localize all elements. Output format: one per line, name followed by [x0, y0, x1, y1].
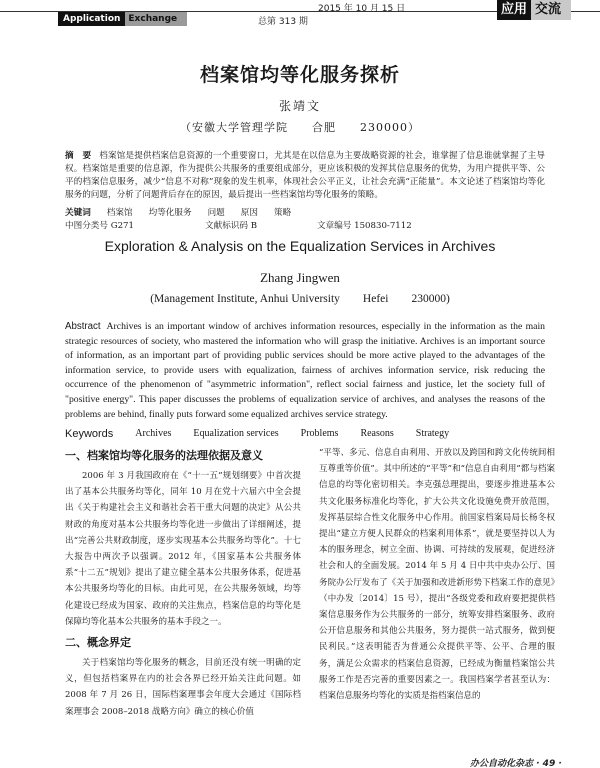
- article-title-en: Exploration & Analysis on the Equalization Services in Archives: [104, 238, 496, 254]
- section-tag-apply: 应用: [497, 0, 531, 20]
- keyword-en: Reasons: [360, 428, 394, 439]
- body-column-right: [319, 445, 555, 704]
- issue-number: 总第 313 期: [258, 17, 308, 27]
- column-badge-application: Application: [58, 12, 125, 26]
- keyword-en: Archives: [135, 428, 172, 439]
- keywords-cn: [65, 206, 291, 218]
- abstract-cn: [65, 150, 545, 202]
- keyword-cn: 问题: [207, 208, 225, 218]
- keyword-cn: 均等化服务: [148, 208, 192, 218]
- section-heading: 二、概念界定: [65, 636, 131, 650]
- affiliation-en: (Management Institute, Anhui University Hefei 230000): [150, 293, 450, 305]
- keyword-en: Problems: [300, 428, 339, 439]
- abstract-en-label: Abstract: [65, 321, 101, 332]
- keyword-cn: 档案馆: [106, 208, 133, 218]
- keyword-cn: 原因: [240, 208, 258, 218]
- keyword-en: Strategy: [415, 428, 450, 439]
- column-badge-exchange: Exchange: [125, 12, 187, 26]
- clc-number: 中图分类号 G271: [65, 221, 134, 231]
- article-number: 文章编号 150830-7112: [317, 221, 412, 231]
- affiliation-cn: （安徽大学管理学院 合肥 230000）: [180, 121, 420, 134]
- abstract-en-text: Archives is an important window of archives information resources, especially in the information as the main strategic resources of society, who mastered the information who will grasp the initiative. Archives is an important source of information, as an important part of providing public services should be more active played to the advantages of the information service, to provide users with equalization, fairness of archives information service, risk reducing the occurrence of the phenomenon of "asymmetric information", reflect social fairness and justice, let the society full of "positive energy". This paper discusses the problems of equalization service of archives, and analyses the reasons of the problems are behind, finally puts forward some equalized archives service strategy.: [65, 321, 545, 420]
- abstract-en: [65, 320, 545, 422]
- body-paragraph: “平等、多元、信息自由利用、开放以及跨国和跨文化传统间相互尊重等价值”。其中所述的“平等”和“信息自由利用”都与档案信息的均等化密切相关。李克强总理提出，要逐步推进基本公共文化服务标准化均等化，扩大公共文化设施免费开放范围，发挥基层综合性文化服务中心作用。前国家档案局局长杨冬权提出“建立方便人民群众的档案利用体系”，就是要坚持以人为本的服务理念，树立全面、协调、可持续的发展观，促进经济社会和人的全面发展。2014 年 5 月 4 日中共中央办公厅、国务院办公厅发布了《关于加强和改进新形势下档案工作的意见》（中办发〔2014〕15 号），提出“各级党委和政府要把提供档案信息服务作为公共服务的一部分，统筹安排档案服务、政府公开信息服务和其他公共服务，努力提供一站式服务，做到便民利民。”这表明能否为普通公众提供平等、公平、合理的服务，满足公众需求的档案信息资源，已经成为衡量档案馆公共服务工作是否完善的重要因素之一。我国档案学者甚至认为：档案信息服务均等化的实质是指档案信息的: [319, 448, 555, 702]
- section-heading: 一、档案馆均等化服务的法理依据及意义: [65, 449, 263, 462]
- issue-date: 2015 年 10 月 15 日: [318, 4, 406, 14]
- section-tag-exchange: 交流: [531, 0, 571, 20]
- page-header: [0, 0, 600, 40]
- keywords-cn-label: 关键词: [65, 208, 91, 218]
- article-title-cn: 档案馆均等化服务探析: [199, 64, 400, 86]
- author-en: Zhang Jingwen: [260, 270, 340, 285]
- abstract-cn-label: 摘 要: [65, 151, 92, 161]
- keywords-en: [65, 428, 449, 440]
- body-paragraph: 2006 年 3 月我国政府在《“十一五”规划纲要》中首次提出了基本公共服务均等化，同年 10 月在党十六届六中全会提出《关于构建社会主义和谐社会若干重大问题的决定》从公共财政的角度对基本公共服务均等化进一步做出了详细阐述，提出“完善公共财政制度，逐步实现基本公共服务均等化”。十七大报告中两次予以强调。2012 年，《国家基本公共服务体系“十二五”规划》提出了建立健全基本公共服务体系，促进基本公共服务均等化的目标。由此可见，在公共服务领域，均等化建设已经成为国家、政府的关注焦点，档案信息的均等化是保障均等化基本公共服务的基本手段之一。: [65, 471, 301, 627]
- keyword-en: Equalization services: [193, 428, 279, 439]
- abstract-cn-text: 档案馆是提供档案信息资源的一个重要窗口，尤其是在以信息为主要战略资源的社会，谁掌握了信息谁就掌握了主导权。档案馆是重要的信息源，作为提供公共服务的重要组成部分，更应该积极的发挥其信息服务的优势，为用户提供平等、公平的档案信息服务，减少“信息不对称”现象的发生机率，体现社会公平正义，让社会充满“正能量”。本文论述了档案馆均等化服务的问题，分析了问题背后存在的原因，最后提出一些档案馆均等化服务的策略。: [65, 151, 545, 200]
- document-code: 文献标识码 B: [205, 221, 258, 231]
- body-column-left: [65, 445, 301, 720]
- keyword-cn: 策略: [273, 208, 292, 218]
- author-cn: 张靖文: [278, 99, 321, 113]
- body-paragraph: 关于档案馆均等化服务的概念，目前还没有统一明确的定义，但包括档案界在内的社会各界已经开始关注此问题。如 2008 年 7 月 26 日，国际档案理事会年度大会通过《国际档案理事会 2008–2018 战略方向》确立的核心价值: [65, 658, 301, 717]
- column-badge: [58, 12, 187, 26]
- keywords-en-label: Keywords: [65, 428, 114, 440]
- page-footer: 办公自动化杂志 · 49 ·: [470, 759, 562, 768]
- section-tag: [497, 0, 600, 20]
